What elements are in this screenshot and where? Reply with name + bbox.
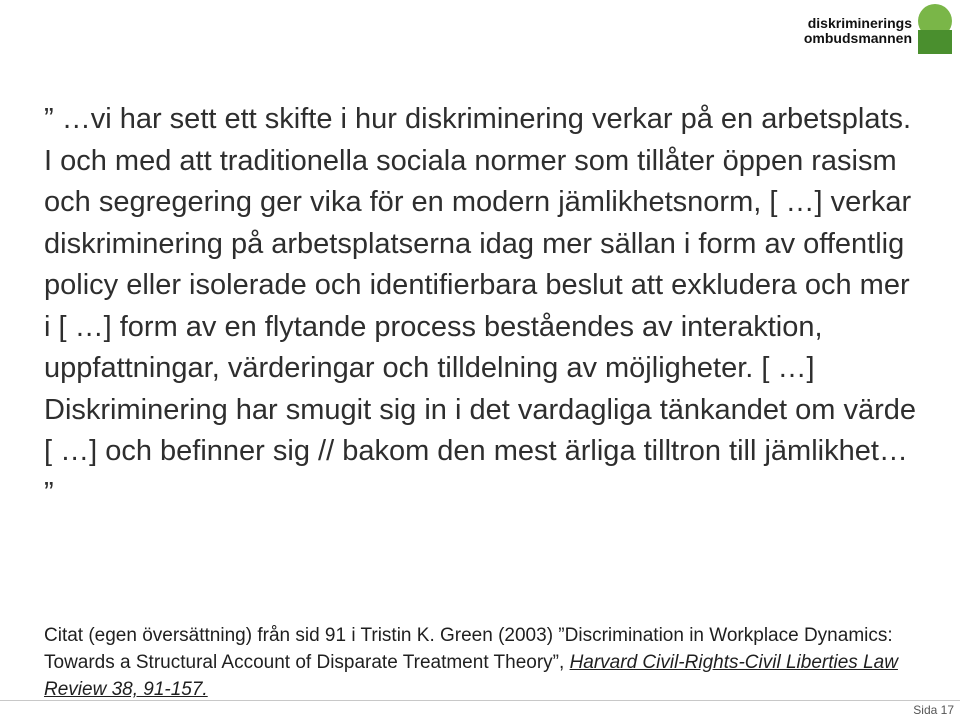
logo-square-icon — [918, 30, 952, 54]
citation — [44, 622, 944, 703]
page-number: Sida 17 — [913, 703, 954, 717]
organization-logo — [802, 4, 952, 56]
quote-text: ” …vi har sett ett skifte i hur diskriminering verkar på en arbetsplats. I och med att traditionella sociala normer som tillåter öppen rasism och segregering ger vika för en modern jämlikhetsnorm, [ …] verkar diskriminering på arbetsplatserna idag mer sällan i form av offentlig policy eller isolerade och identifierbara beslut att exkludera och mer i [ …] form av en flytande process beståendes av interaktion, uppfattningar, värderingar och tilldelning av möjligheter. [ …] Diskriminering har smugit sig in i det vardagliga tänkandet om värde [ …] och befinner sig // bakom den mest ärliga tilltron till jämlikhet… ” — [44, 103, 917, 509]
citation-text: Citat (egen översättning) från sid 91 i Tristin K. Green (2003) ”Discrimination in Workplace Dynamics: Towards a Structural Account of Disparate Treatment Theory”, — [44, 625, 893, 673]
logo-line-2: ombudsmannen — [803, 30, 912, 46]
footer-divider — [0, 700, 960, 701]
logo-line-1: diskriminerings — [807, 15, 912, 31]
logo-wordmark — [802, 16, 912, 46]
citation-source: Harvard Civil-Rights-Civil Liberties Law Review 38, 91-157. — [44, 652, 898, 700]
